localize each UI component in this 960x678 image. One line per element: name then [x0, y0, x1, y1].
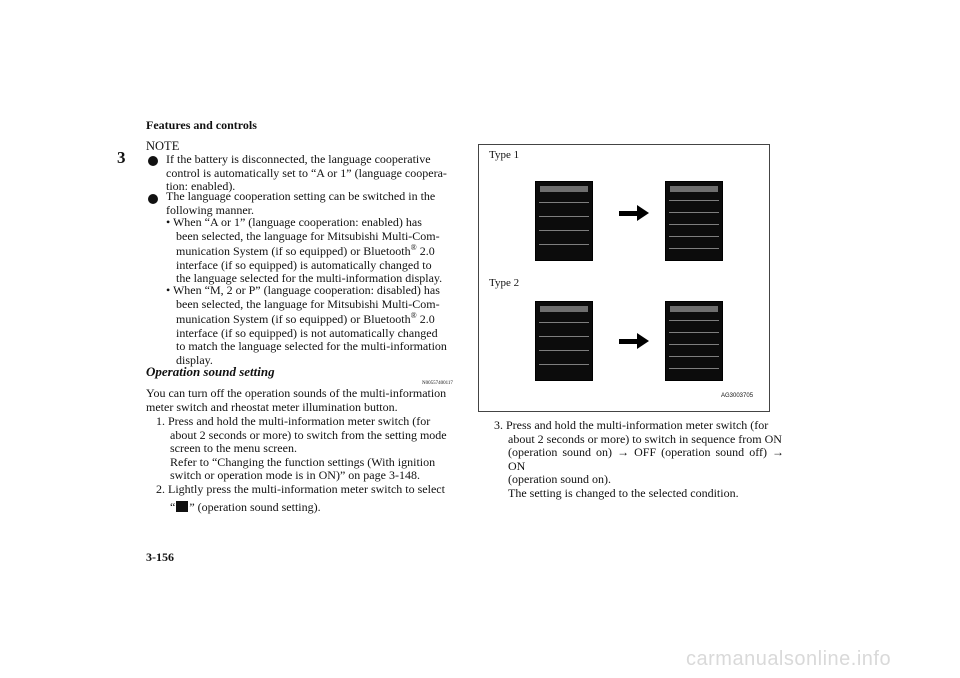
menu-screen-1-1: [535, 181, 593, 261]
step-3: 3. Press and hold the multi-information meter switch (for about 2 seconds or more) to switch in sequence from ON (operation sound on) → OFF (operation sound off) → ON (operation sound on). The setting is changed to the selected condition.: [494, 418, 784, 500]
menu-screen-1-2: [665, 181, 723, 261]
step-2: 2. Lightly press the multi-information meter switch to select “ ” (operation sound setting).: [156, 482, 445, 514]
menu-screen-2-2: [665, 301, 723, 381]
arrow-right-icon: [619, 205, 649, 221]
section-intro: You can turn off the operation sounds of the multi-information meter switch and rheostat meter illumination button.: [146, 386, 447, 414]
bullet-icon: [148, 156, 158, 166]
note-bullet-2: The language cooperation setting can be switched in the following manner.: [166, 189, 436, 217]
note-sub-item-2: • When “M, 2 or P” (language cooperation: disabled) has been selected, the language for Mitsubishi Multi-Com- munication System (if so equipped) or Bluetooth® 2.0 interface (if so equipped) is not automatically changed to match the language selected for the multi-information display.: [166, 283, 447, 367]
section-code: N00557400117: [422, 381, 453, 386]
step-1: 1. Press and hold the multi-information meter switch (for about 2 seconds or more) to switch from the setting mode screen to the menu screen. Refer to “Changing the function settings (With ignition switch or operation mode is in ON)” on page 3-148.: [156, 414, 447, 483]
chapter-tab: 3: [117, 148, 126, 167]
figure-code: AG3003705: [721, 393, 754, 399]
type-1-label: Type 1: [489, 149, 520, 161]
operation-sound-icon: [176, 501, 188, 512]
watermark: carmanualsonline.info: [686, 648, 892, 670]
section-title: Operation sound setting: [146, 364, 275, 379]
page-number: 3-156: [146, 550, 174, 564]
display-figure: [478, 144, 770, 412]
bullet-icon: [148, 194, 158, 204]
menu-screen-2-1: [535, 301, 593, 381]
note-bullet-1: If the battery is disconnected, the language cooperative control is automatically set to “A or 1” (language coopera- tion: enabled).: [166, 152, 447, 194]
page-header: Features and controls: [146, 118, 257, 132]
note-sub-item-1: • When “A or 1” (language cooperation: enabled) has been selected, the language for Mitsubishi Multi-Com- munication System (if so equipped) or Bluetooth® 2.0 interface (if so equipped) is automatically changed to the language selected for the multi-information display.: [166, 215, 443, 286]
type-2-label: Type 2: [489, 277, 520, 289]
note-label: NOTE: [146, 139, 180, 153]
arrow-right-icon: [619, 333, 649, 349]
